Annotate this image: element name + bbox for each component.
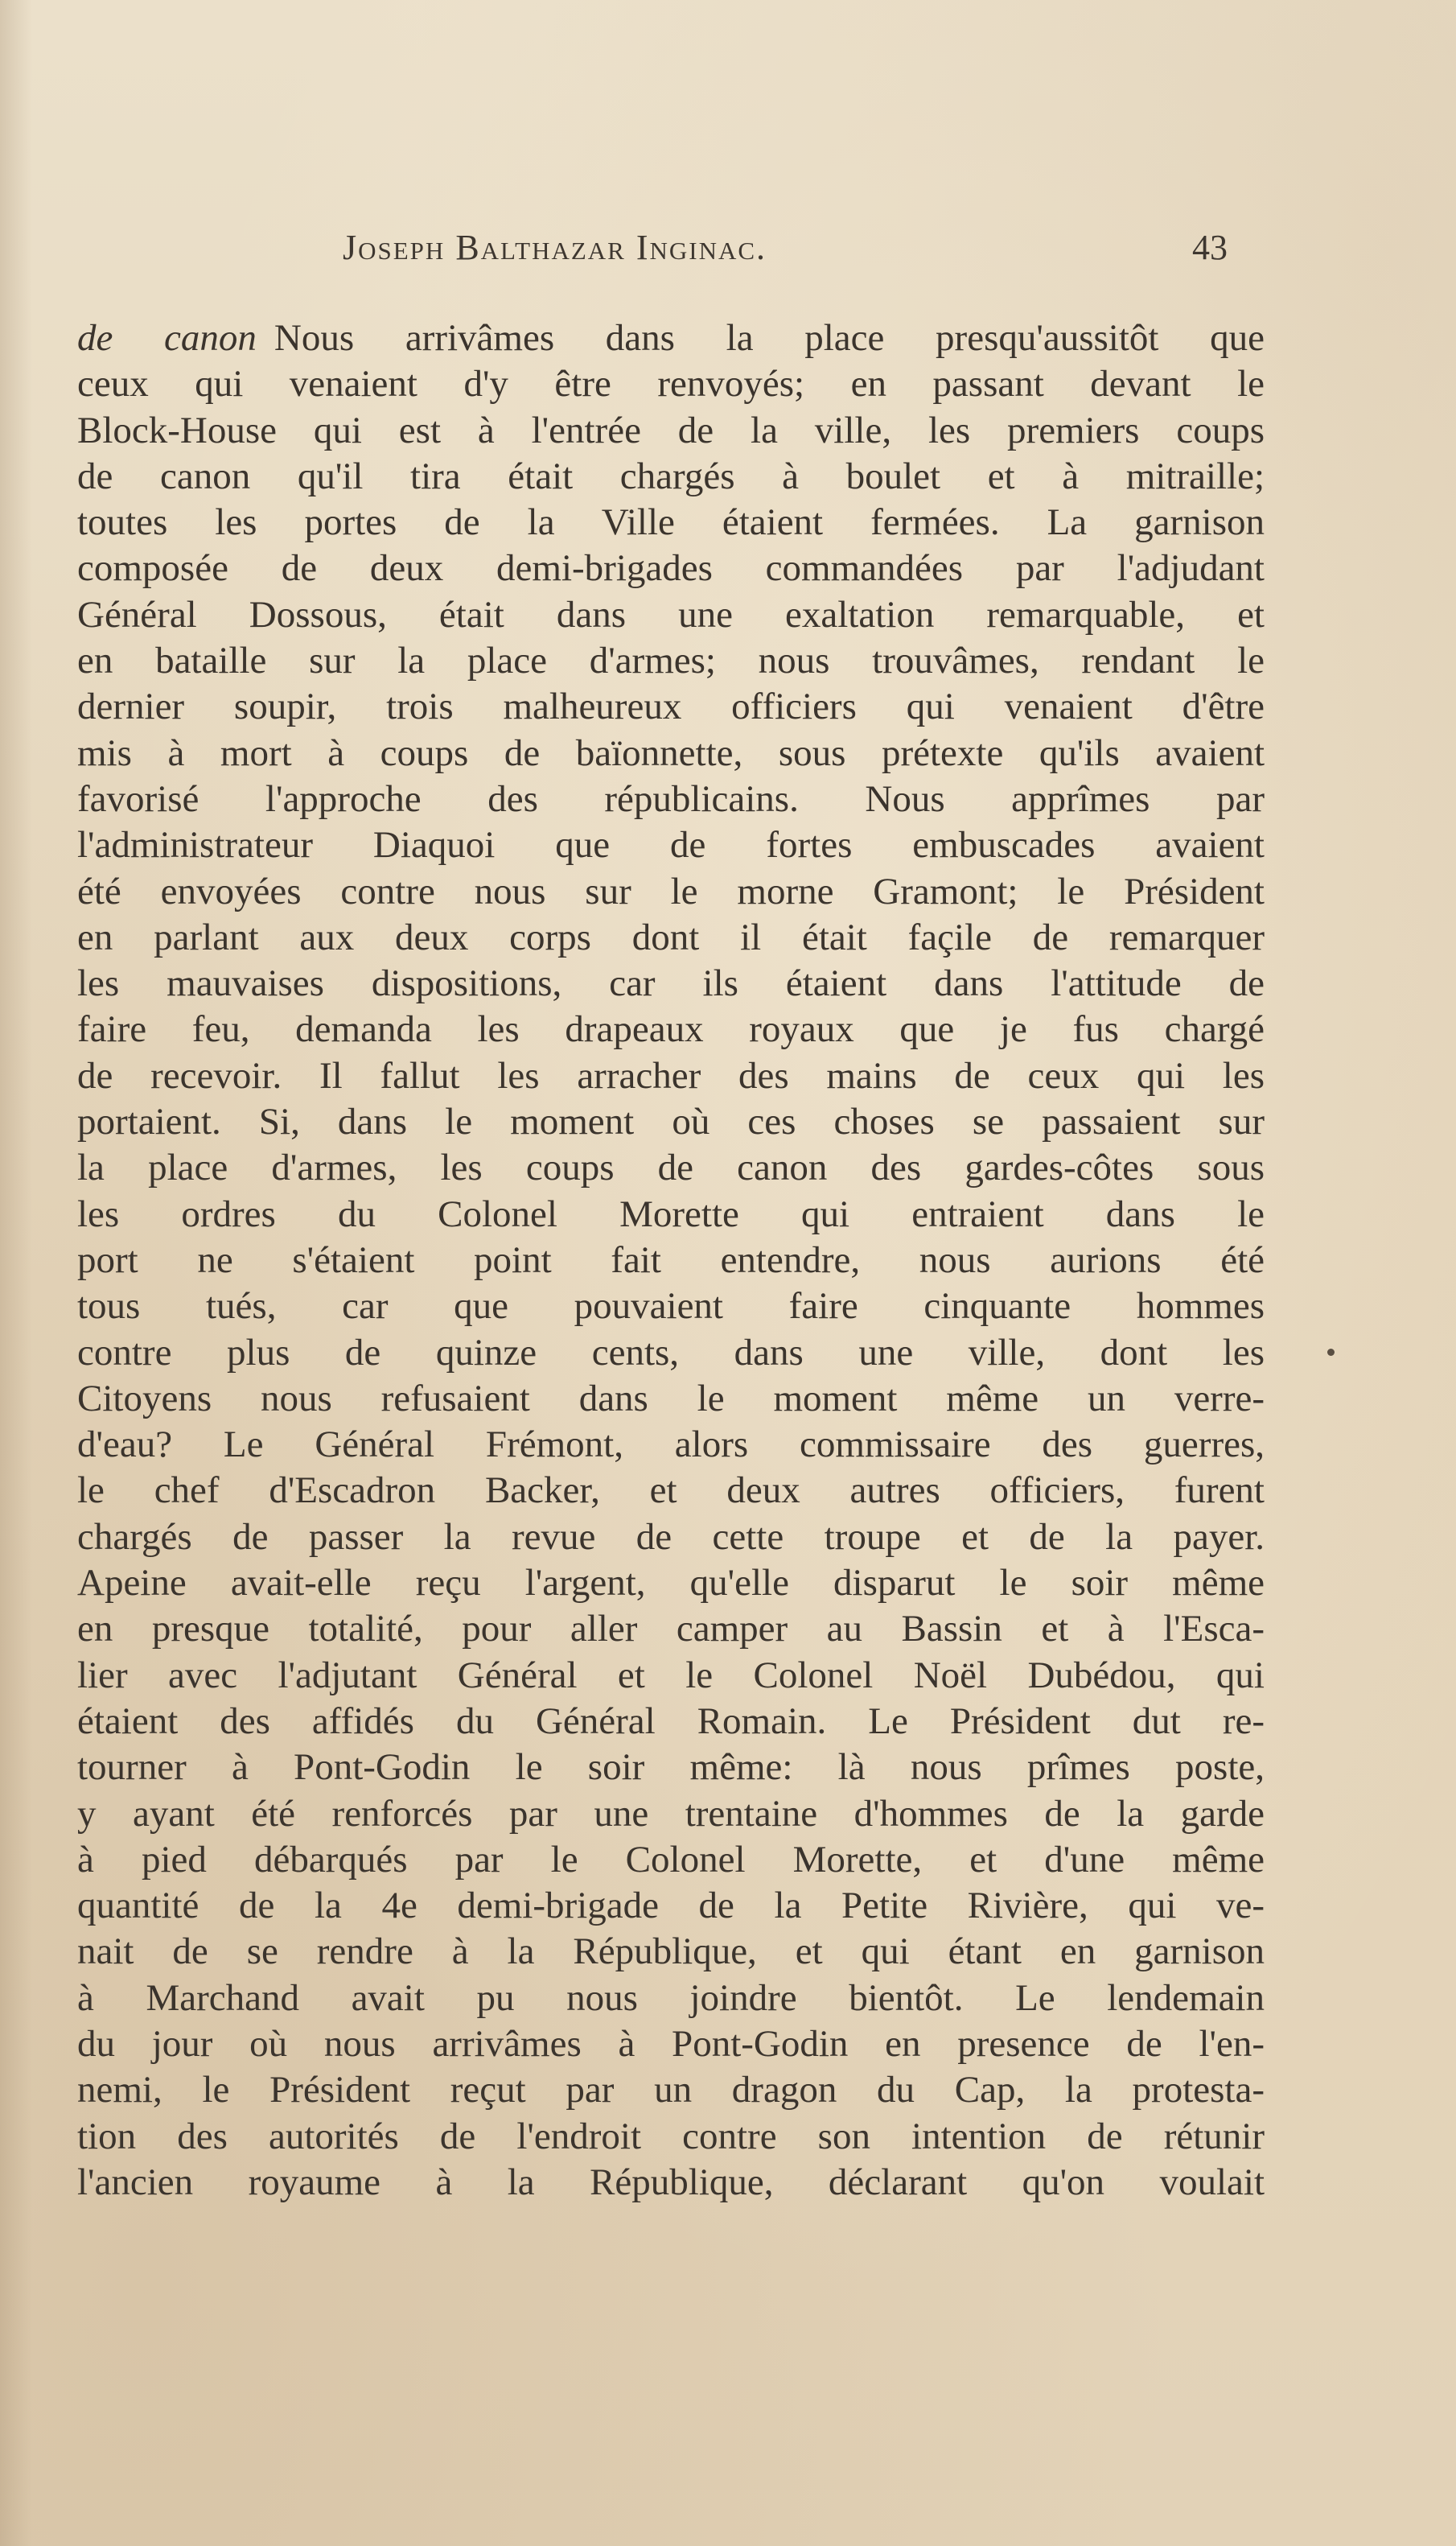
text-line: étaient des affidés du Général Romain. Le Président dut re-: [77, 1699, 1265, 1742]
text-line: la place d'armes, les coups de canon des gardes-côtes sous: [77, 1147, 1265, 1189]
text-line: Block-House qui est à l'entrée de la ville, les premiers coups: [77, 409, 1265, 451]
text-line: à pied débarqués par le Colonel Morette, et d'une même: [77, 1838, 1265, 1881]
text-line: nait de se rendre à la République, et qui étant en garnison: [77, 1930, 1265, 1973]
text-line: nemi, le Président reçut par un dragon du Cap, la protesta-: [77, 2069, 1265, 2111]
text-line: de canon qu'il tira était chargés à boulet et à mitraille;: [77, 455, 1265, 497]
text-line: portaient. Si, dans le moment où ces choses se passaient sur: [77, 1101, 1265, 1143]
text-line: tion des autorités de l'endroit contre son intention de rétunir: [77, 2115, 1265, 2157]
text-line: [77, 315, 1265, 361]
text-line: toutes les portes de la Ville étaient fermées. La garnison: [77, 501, 1265, 544]
text-line: en parlant aux deux corps dont il était façile de remarquer: [77, 916, 1265, 958]
text-line: dernier soupir, trois malheureux officiers qui venaient d'être: [77, 686, 1265, 728]
text-line: composée de deux demi-brigades commandées par l'adjudant: [77, 547, 1265, 590]
text-line: l'ancien royaume à la République, déclarant qu'on voulait: [77, 2161, 1265, 2203]
text-line: tourner à Pont-Godin le soir même: là nous prîmes poste,: [77, 1746, 1265, 1789]
text-line: de recevoir. Il fallut les arracher des mains de ceux qui les: [77, 1054, 1265, 1097]
italic-fragment: de canon: [77, 317, 257, 359]
text-line: chargés de passer la revue de cette troupe et de la payer.: [77, 1515, 1265, 1558]
text-line: ceux qui venaient d'y être renvoyés; en passant devant le: [77, 363, 1265, 406]
text-line: à Marchand avait pu nous joindre bientôt. Le lendemain: [77, 1976, 1265, 2019]
running-title: Joseph Balthazar Inginac.: [343, 228, 767, 267]
text-line: du jour où nous arrivâmes à Pont-Godin en presence de l'en-: [77, 2022, 1265, 2065]
text-line: Apeine avait-elle reçu l'argent, qu'elle disparut le soir même: [77, 1562, 1265, 1605]
running-head: [77, 227, 1228, 283]
text-line: port ne s'étaient point fait entendre, nous aurions été: [77, 1238, 1265, 1281]
text-line: été envoyées contre nous sur le morne Gramont; le Président: [77, 870, 1265, 913]
text-line: faire feu, demanda les drapeaux royaux que je fus chargé: [77, 1008, 1265, 1051]
text-line: contre plus de quinze cents, dans une ville, dont les: [77, 1331, 1265, 1374]
page-gutter-shadow: [0, 0, 32, 2546]
text-line: les ordres du Colonel Morette qui entraient dans le: [77, 1193, 1265, 1235]
text-line: Citoyens nous refusaient dans le moment même un verre-: [77, 1377, 1265, 1419]
text-line: Général Dossous, était dans une exaltation remarquable, et: [77, 593, 1265, 636]
text-line: l'administrateur Diaquoi que de fortes embuscades avaient: [77, 824, 1265, 867]
text-line: les mauvaises dispositions, car ils étaient dans l'attitude de: [77, 962, 1265, 1005]
text-line: lier avec l'adjutant Général et le Colonel Noël Dubédou, qui: [77, 1654, 1265, 1696]
text-line: mis à mort à coups de baïonnette, sous prétexte qu'ils avaient: [77, 731, 1265, 774]
text-line-content: Nous arrivâmes dans la place presqu'aussitôt que: [274, 317, 1265, 359]
text-line: y ayant été renforcés par une trentaine d'hommes de la garde: [77, 1792, 1265, 1835]
text-line: en presque totalité, pour aller camper au Bassin et à l'Esca-: [77, 1608, 1265, 1650]
text-line: quantité de la 4e demi-brigade de la Petite Rivière, qui ve-: [77, 1885, 1265, 1927]
text-line: tous tués, car que pouvaient faire cinquante hommes: [77, 1285, 1265, 1328]
text-line: favorisé l'approche des républicains. Nous apprîmes par: [77, 777, 1265, 820]
ink-speck: [1327, 1349, 1335, 1356]
text-line: d'eau? Le Général Frémont, alors commissaire des guerres,: [77, 1423, 1265, 1466]
text-line: en bataille sur la place d'armes; nous trouvâmes, rendant le: [77, 640, 1265, 682]
text-line: le chef d'Escadron Backer, et deux autres officiers, furent: [77, 1469, 1265, 1512]
page-number: 43: [1192, 228, 1228, 267]
body-text: [77, 315, 1265, 2206]
